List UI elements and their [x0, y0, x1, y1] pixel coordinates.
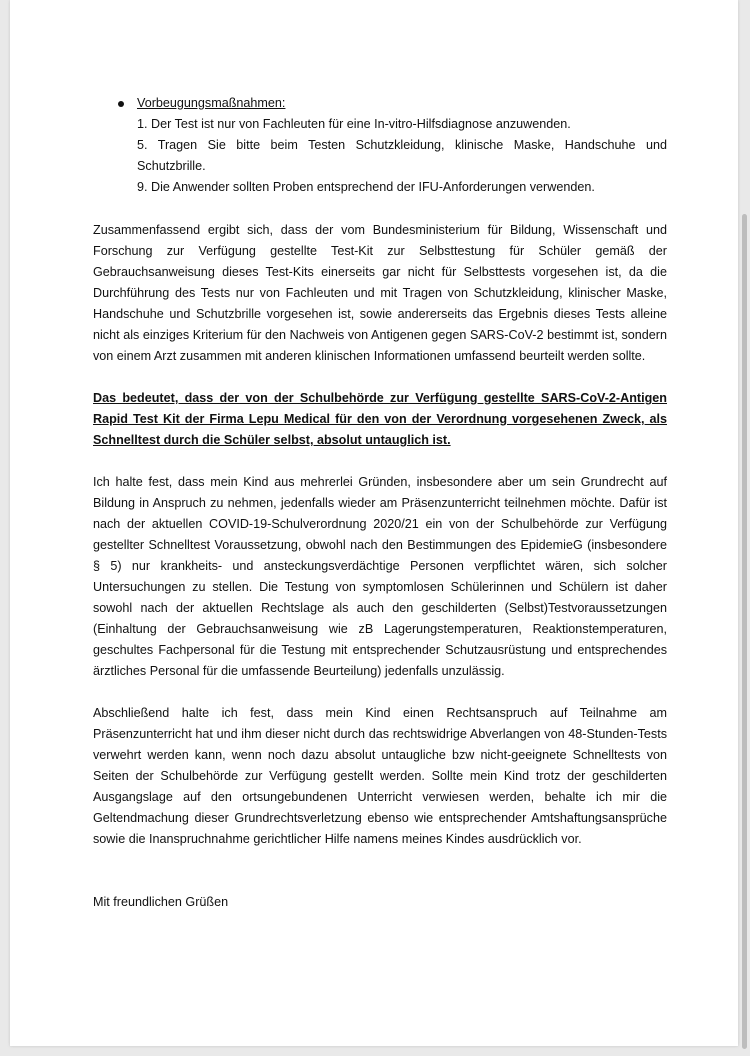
precaution-item: 9. Die Anwender sollten Proben entsprechend der IFU-Anforderungen verwenden. [137, 180, 595, 194]
precaution-item: 1. Der Test ist nur von Fachleuten für eine In-vitro-Hilfsdiagnose anzuwenden. [137, 117, 571, 131]
precautions-heading: Vorbeugungsmaßnahmen: [137, 96, 286, 110]
emphasis-paragraph: Das bedeutet, dass der von der Schulbehörde zur Verfügung gestellte SARS-CoV-2-Antigen Rapid Test Kit der Firma Lepu Medical für den von der Verordnung vorgesehenen Zweck, als Schnelltest durch die Schüler selbst, absolut untauglich ist. [93, 391, 667, 447]
conclusion-paragraph: Abschließend halte ich fest, dass mein Kind einen Rechtsanspruch auf Teilnahme am Präsenzunterricht hat und ihm dieser nicht durch das rechtswidrige Abverlangen von 48-Stunden-Tests verwehrt werden kann, wenn noch dazu absolut untaugliche bzw nicht-geeignete Schnelltests von Seiten der Schulbehörde zur Verfügung gestellt werden. Sollte mein Kind trotz der geschilderten Ausgangslage auf den ortsungebundenen Unterricht verwiesen werden, behalte ich mir die Geltendmachung dieser Grundrechtsverletzung ebenso wie entsprechender Amtshaftungsansprüche sowie die Inanspruchnahme gerichtlicher Hilfe namens meines Kindes ausdrücklich vor. [93, 706, 667, 846]
precaution-item: 5. Tragen Sie bitte beim Testen Schutzkleidung, klinische Maske, Handschuhe und Schutzbrille. [137, 138, 667, 173]
document-page [10, 0, 738, 1046]
summary-paragraph: Zusammenfassend ergibt sich, dass der vom Bundesministerium für Bildung, Wissenschaft und Forschung zur Verfügung gestellte Test-Kit zur Selbsttestung für Schüler gemäß der Gebrauchsanweisung dieses Test-Kits einerseits gar nicht für Selbsttests vorgesehen ist, da die Durchführung des Tests nur von Fachleuten und mit Tragen von Schutzkleidung, klinischer Maske, Handschuhe und Schutzbrille vorgesehen ist, sowie andererseits das Ergebnis dieses Tests alleine nicht als einziges Kriterium für den Nachweis von Antigenen gegen SARS-CoV-2 bestimmt ist, sondern von einem Arzt zusammen mit anderen klinischen Informationen umfassend beurteilt werden sollte. [93, 223, 667, 363]
bullet-icon [118, 101, 124, 107]
precautions-list [93, 93, 667, 198]
document-body [93, 93, 667, 934]
closing-greeting: Mit freundlichen Grüßen [93, 895, 229, 909]
statement-paragraph: Ich halte fest, dass mein Kind aus mehrerlei Gründen, insbesondere aber um sein Grundrecht auf Bildung in Anspruch zu nehmen, jedenfalls wieder am Präsenzunterricht teilnehmen möchte. Dafür ist nach der aktuellen COVID-19-Schulverordnung 2020/21 ein von der Schulbehörde zur Verfügung gestellter Schnelltest Voraussetzung, obwohl nach den Bestimmungen des EpidemieG (insbesondere § 5) nur krankheits- und ansteckungsverdächtige Personen verpflichtet wären, sich solcher Untersuchungen zu stellen. Die Testung von symptomlosen Schülerinnen und Schülern ist daher sowohl nach der aktuellen Rechtslage als auch den geschilderten (Selbst)Testvoraussetzungen (Einhaltung der Gebrauchsanweisung wie zB Lagerungstemperaturen, Reaktionstemperaturen, geschultes Fachpersonal für die Testung mit entsprechender Schutzausrüstung und entsprechendes ärztliches Personal für die umfassende Beurteilung) jedenfalls unzulässig. [93, 475, 667, 678]
precautions-items [137, 114, 667, 198]
vertical-scrollbar[interactable] [742, 214, 747, 1049]
